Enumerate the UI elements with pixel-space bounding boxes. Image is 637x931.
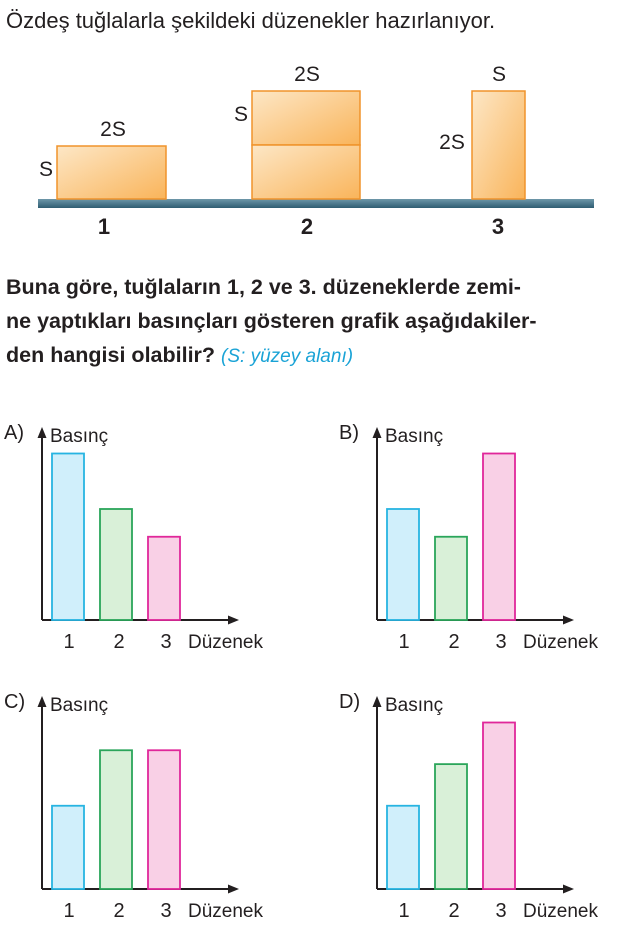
chart-3-bar-2: [100, 750, 132, 889]
chart-1-y-label: Basınç: [50, 426, 109, 447]
chart-1-tick-2: 2: [113, 631, 125, 653]
chart-4-x-axis-arrow: [563, 885, 574, 894]
chart-3-x-label: Düzenek: [188, 901, 263, 922]
intro-text: Özdeş tuğlalarla şekildeki düzenekler hazırlanıyor.: [6, 8, 496, 33]
setup-1-number: 1: [97, 214, 111, 239]
chart-4-y-axis-arrow: [373, 696, 382, 707]
chart-4-tick-2: 2: [448, 900, 460, 922]
chart-1-tick-1: 1: [63, 631, 75, 653]
setup-2-number: 2: [300, 214, 314, 239]
chart-3-option-label: C): [4, 691, 26, 713]
question-note: (S: yüzey alanı): [221, 346, 354, 367]
chart-1-option-label: A): [4, 422, 24, 444]
question-line-3-text: den hangisi olabilir?: [6, 343, 216, 367]
chart-3-tick-3: 3: [160, 900, 172, 922]
chart-2-option-label: B): [339, 422, 359, 444]
question-line-1: Buna göre, tuğlaların 1, 2 ve 3. düzeneklerde zemi-: [6, 275, 521, 299]
chart-1-y-axis-arrow: [38, 427, 47, 438]
chart-4-y-label: Basınç: [385, 695, 444, 716]
chart-2-x-label: Düzenek: [523, 632, 598, 653]
chart-1-x-axis-arrow: [228, 616, 239, 625]
setup-2-top-label: 2S: [294, 63, 320, 86]
chart-4-bar-1: [387, 806, 419, 889]
chart-2-tick-3: 3: [495, 631, 507, 653]
setup-2-side-label: S: [233, 103, 249, 126]
setup-1-side-label: S: [38, 158, 54, 181]
chart-2-bar-2: [435, 537, 467, 620]
chart-3-x-axis-arrow: [228, 885, 239, 894]
chart-4-bar-2: [435, 764, 467, 889]
chart-1-tick-3: 3: [160, 631, 172, 653]
chart-3-tick-2: 2: [113, 900, 125, 922]
chart-4-x-label: Düzenek: [523, 901, 598, 922]
chart-1-bar-1: [52, 454, 84, 621]
setup-1-top-label: 2S: [100, 118, 126, 141]
chart-3-tick-1: 1: [63, 900, 75, 922]
chart-4-tick-3: 3: [495, 900, 507, 922]
chart-3-y-label: Basınç: [50, 695, 109, 716]
chart-4-option-label: D): [339, 691, 361, 713]
chart-2-tick-1: 1: [398, 631, 410, 653]
chart-3-bar-1: [52, 806, 84, 889]
chart-2-bar-1: [387, 509, 419, 620]
setup-3-top-label: S: [491, 63, 507, 86]
setup-3-side-label: 2S: [439, 131, 465, 154]
chart-1-bar-2: [100, 509, 132, 620]
chart-2-y-label: Basınç: [385, 426, 444, 447]
chart-3-bar-3: [148, 750, 180, 889]
chart-2-x-axis-arrow: [563, 616, 574, 625]
setup-3-number: 3: [491, 214, 505, 239]
chart-1-bar-3: [148, 537, 180, 620]
chart-4-tick-1: 1: [398, 900, 410, 922]
question-line-2: ne yaptıkları basınçları gösteren grafik aşağıdakiler-: [6, 309, 537, 333]
chart-4-bar-3: [483, 723, 515, 890]
chart-1-x-label: Düzenek: [188, 632, 263, 653]
chart-3-y-axis-arrow: [38, 696, 47, 707]
chart-2-tick-2: 2: [448, 631, 460, 653]
chart-2-bar-3: [483, 454, 515, 621]
chart-2-y-axis-arrow: [373, 427, 382, 438]
